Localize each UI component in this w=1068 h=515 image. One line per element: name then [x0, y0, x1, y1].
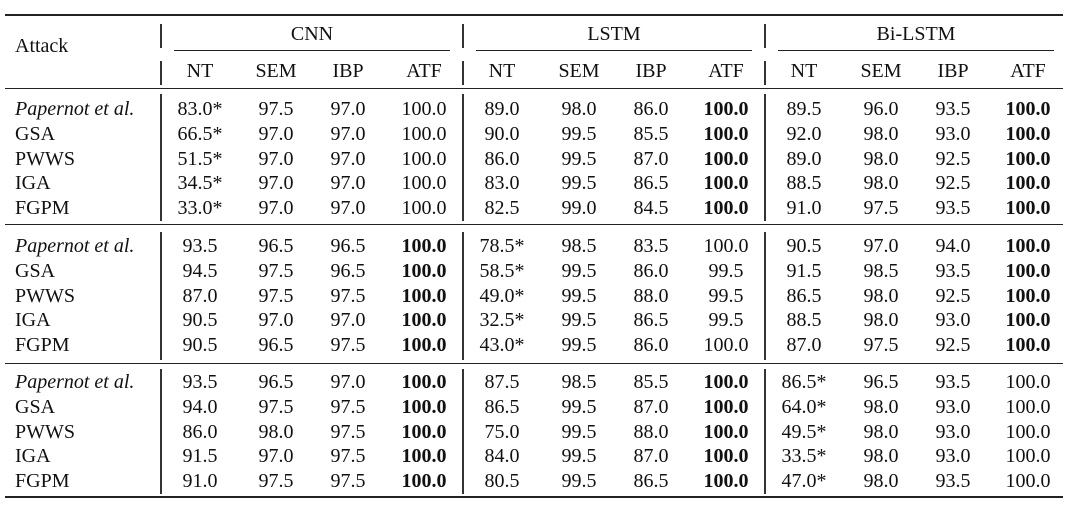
- table-cell: 99.5: [561, 147, 597, 170]
- table-cell: 87.5: [484, 371, 520, 393]
- table-cell: 82.5: [484, 197, 520, 220]
- table-cell: 100.0: [401, 284, 447, 307]
- table-cell: 99.5: [561, 122, 597, 145]
- table-cell: 99.5: [561, 395, 597, 418]
- column-separator: [764, 232, 766, 360]
- column-separator: [160, 24, 162, 48]
- table-cell: 87.0: [633, 395, 669, 418]
- table-cell: 100.0: [1005, 98, 1051, 120]
- table-cell: 91.0: [182, 470, 218, 493]
- table-cell: 98.0: [863, 395, 899, 418]
- table-cell: 98.0: [863, 470, 899, 493]
- table-cell: 97.5: [330, 420, 366, 443]
- table-cell: 91.0: [786, 197, 822, 220]
- attack-name: Papernot et al.: [15, 371, 135, 393]
- group-underline-cnn: [174, 50, 450, 51]
- column-separator: [160, 232, 162, 360]
- table-cell: 99.5: [561, 445, 597, 468]
- attack-column-header: Attack: [15, 35, 69, 57]
- table-cell: 100.0: [1005, 445, 1051, 468]
- table-cell: 98.0: [863, 172, 899, 195]
- table-cell: 87.0: [786, 334, 822, 357]
- table-cell: 90.0: [484, 122, 520, 145]
- table-cell: 100.0: [1005, 309, 1051, 332]
- table-cell: 98.0: [258, 420, 294, 443]
- table-cell: 97.5: [258, 395, 294, 418]
- table-cell: 86.5: [786, 284, 822, 307]
- table-cell: 98.0: [863, 309, 899, 332]
- table-cell: 100.0: [401, 147, 447, 170]
- table-cell: 93.0: [935, 309, 971, 332]
- attack-name: GSA: [15, 395, 56, 418]
- table-cell: 43.0*: [479, 334, 525, 357]
- attack-name: PWWS: [15, 147, 75, 170]
- table-cell: 99.5: [561, 470, 597, 493]
- table-cell: 100.0: [1005, 420, 1051, 443]
- block-separator-2: [5, 363, 1063, 364]
- table-cell: 89.0: [484, 98, 520, 120]
- table-cell: 100.0: [1005, 284, 1051, 307]
- table-cell: 97.5: [330, 334, 366, 357]
- group-header-cnn: CNN: [290, 23, 334, 45]
- table-cell: 100.0: [703, 334, 749, 357]
- subcolumn-header: IBP: [937, 60, 969, 82]
- table-cell: 32.5*: [479, 309, 525, 332]
- table-cell: 100.0: [703, 147, 749, 170]
- table-cell: 98.0: [863, 420, 899, 443]
- table-cell: 96.5: [258, 334, 294, 357]
- attack-name: GSA: [15, 259, 56, 282]
- table-cell: 97.0: [330, 122, 366, 145]
- table-cell: 90.5: [182, 309, 218, 332]
- table-cell: 86.0: [633, 259, 669, 282]
- table-cell: 99.5: [708, 284, 744, 307]
- table-cell: 99.5: [561, 172, 597, 195]
- table-cell: 99.5: [561, 284, 597, 307]
- table-cell: 83.0*: [177, 98, 223, 120]
- table-cell: 83.0: [484, 172, 520, 195]
- table-cell: 33.0*: [177, 197, 223, 220]
- table-cell: 100.0: [401, 98, 447, 120]
- table-cell: 100.0: [703, 371, 749, 393]
- table-cell: 97.0: [330, 309, 366, 332]
- table-cell: 100.0: [401, 445, 447, 468]
- table-cell: 84.5: [633, 197, 669, 220]
- table-cell: 85.5: [633, 371, 669, 393]
- column-separator: [764, 94, 766, 221]
- table-cell: 97.0: [258, 309, 294, 332]
- table-cell: 90.5: [182, 334, 218, 357]
- table-cell: 93.5: [182, 235, 218, 257]
- column-separator: [764, 369, 766, 494]
- table-cell: 100.0: [1005, 122, 1051, 145]
- table-cell: 100.0: [1005, 395, 1051, 418]
- table-cell: 97.0: [330, 197, 366, 220]
- subcolumn-header: NT: [186, 60, 214, 82]
- table-cell: 33.5*: [781, 445, 827, 468]
- table-cell: 49.0*: [479, 284, 525, 307]
- attack-name: FGPM: [15, 197, 70, 220]
- attack-name: Papernot et al.: [15, 235, 135, 257]
- table-cell: 100.0: [1005, 172, 1051, 195]
- table-cell: 100.0: [401, 334, 447, 357]
- attack-name: IGA: [15, 445, 51, 468]
- column-separator: [160, 369, 162, 494]
- table-cell: 100.0: [401, 259, 447, 282]
- table-cell: 92.5: [935, 172, 971, 195]
- table-cell: 78.5*: [479, 235, 525, 257]
- table-cell: 80.5: [484, 470, 520, 493]
- table-cell: 100.0: [1005, 259, 1051, 282]
- table-cell: 99.0: [561, 197, 597, 220]
- subcolumn-header: SEM: [558, 60, 600, 82]
- table-cell: 58.5*: [479, 259, 525, 282]
- attack-name: FGPM: [15, 334, 70, 357]
- table-cell: 100.0: [401, 371, 447, 393]
- table-cell: 64.0*: [781, 395, 827, 418]
- attack-name: PWWS: [15, 420, 75, 443]
- table-cell: 97.5: [258, 470, 294, 493]
- table-cell: 97.0: [258, 445, 294, 468]
- table-cell: 100.0: [401, 122, 447, 145]
- group-underline-bilstm: [778, 50, 1054, 51]
- table-cell: 98.0: [863, 122, 899, 145]
- attack-name: FGPM: [15, 470, 70, 493]
- table-cell: 97.0: [863, 235, 899, 257]
- table-cell: 93.5: [935, 259, 971, 282]
- table-cell: 100.0: [1005, 371, 1051, 393]
- table-cell: 97.0: [258, 172, 294, 195]
- table-cell: 47.0*: [781, 470, 827, 493]
- table-cell: 75.0: [484, 420, 520, 443]
- table-cell: 96.5: [330, 259, 366, 282]
- column-separator: [764, 61, 766, 85]
- table-cell: 86.0: [633, 98, 669, 120]
- table-cell: 86.5: [633, 309, 669, 332]
- table-cell: 97.5: [863, 197, 899, 220]
- subcolumn-header: NT: [790, 60, 818, 82]
- table-cell: 100.0: [1005, 147, 1051, 170]
- table-cell: 86.5: [633, 172, 669, 195]
- table-cell: 94.0: [182, 395, 218, 418]
- table-cell: 84.0: [484, 445, 520, 468]
- table-cell: 92.0: [786, 122, 822, 145]
- table-cell: 100.0: [703, 445, 749, 468]
- table-cell: 100.0: [401, 197, 447, 220]
- table-cell: 97.5: [330, 395, 366, 418]
- table-cell: 93.0: [935, 122, 971, 145]
- table-cell: 86.0: [633, 334, 669, 357]
- table-cell: 94.5: [182, 259, 218, 282]
- table-cell: 87.0: [633, 445, 669, 468]
- table-cell: 96.5: [258, 235, 294, 257]
- table-cell: 97.5: [330, 470, 366, 493]
- table-cell: 97.5: [863, 334, 899, 357]
- table-cell: 100.0: [401, 420, 447, 443]
- table-cell: 34.5*: [177, 172, 223, 195]
- column-separator: [160, 94, 162, 221]
- table-cell: 83.5: [633, 235, 669, 257]
- table-cell: 87.0: [633, 147, 669, 170]
- table-cell: 100.0: [703, 122, 749, 145]
- table-cell: 88.5: [786, 172, 822, 195]
- table-cell: 100.0: [703, 197, 749, 220]
- subcolumn-header: IBP: [635, 60, 667, 82]
- table-cell: 86.0: [182, 420, 218, 443]
- table-cell: 100.0: [1005, 235, 1051, 257]
- table-cell: 97.5: [330, 284, 366, 307]
- header-bottom-rule: [5, 88, 1063, 89]
- table-cell: 96.5: [258, 371, 294, 393]
- table-cell: 97.0: [330, 371, 366, 393]
- table-cell: 97.0: [258, 197, 294, 220]
- table-cell: 100.0: [401, 172, 447, 195]
- table-cell: 91.5: [786, 259, 822, 282]
- table-cell: 97.0: [330, 147, 366, 170]
- table-cell: 87.0: [182, 284, 218, 307]
- table-cell: 97.0: [258, 122, 294, 145]
- table-cell: 97.0: [258, 147, 294, 170]
- table-cell: 97.0: [330, 172, 366, 195]
- table-cell: 97.5: [258, 98, 294, 120]
- table-cell: 92.5: [935, 334, 971, 357]
- top-rule: [5, 14, 1063, 16]
- table-cell: 93.5: [182, 371, 218, 393]
- attack-name: Papernot et al.: [15, 98, 135, 120]
- subcolumn-header: SEM: [255, 60, 297, 82]
- block-separator-1: [5, 224, 1063, 225]
- table-cell: 100.0: [1005, 197, 1051, 220]
- group-header-lstm: LSTM: [587, 23, 641, 45]
- table-cell: 100.0: [703, 235, 749, 257]
- table-cell: 89.0: [786, 147, 822, 170]
- table-cell: 93.5: [935, 371, 971, 393]
- table-cell: 99.5: [561, 420, 597, 443]
- table-cell: 98.5: [561, 371, 597, 393]
- table-cell: 97.5: [258, 259, 294, 282]
- attack-name: GSA: [15, 122, 56, 145]
- table-cell: 98.0: [561, 98, 597, 120]
- table-cell: 100.0: [1005, 470, 1051, 493]
- column-separator: [764, 24, 766, 48]
- table-cell: 100.0: [703, 98, 749, 120]
- table-cell: 90.5: [786, 235, 822, 257]
- table-cell: 98.0: [863, 445, 899, 468]
- table-cell: 100.0: [703, 395, 749, 418]
- table-cell: 93.0: [935, 445, 971, 468]
- attack-name: IGA: [15, 172, 51, 195]
- column-separator: [462, 24, 464, 48]
- table-cell: 100.0: [401, 470, 447, 493]
- table-cell: 93.5: [935, 197, 971, 220]
- table-cell: 100.0: [1005, 334, 1051, 357]
- table-cell: 91.5: [182, 445, 218, 468]
- column-separator: [462, 232, 464, 360]
- column-separator: [160, 61, 162, 85]
- table-cell: 96.0: [863, 98, 899, 120]
- table-cell: 88.0: [633, 420, 669, 443]
- subcolumn-header: IBP: [332, 60, 364, 82]
- table-cell: 92.5: [935, 147, 971, 170]
- attack-name: IGA: [15, 309, 51, 332]
- subcolumn-header: SEM: [860, 60, 902, 82]
- subcolumn-header: ATF: [708, 60, 744, 82]
- table-cell: 86.5*: [781, 371, 827, 393]
- table-cell: 100.0: [703, 172, 749, 195]
- table-cell: 100.0: [401, 309, 447, 332]
- table-cell: 98.0: [863, 284, 899, 307]
- column-separator: [462, 61, 464, 85]
- group-underline-lstm: [476, 50, 752, 51]
- table-cell: 93.5: [935, 470, 971, 493]
- table-cell: 99.5: [708, 309, 744, 332]
- column-separator: [462, 369, 464, 494]
- table-cell: 98.5: [561, 235, 597, 257]
- table-cell: 93.0: [935, 395, 971, 418]
- table-cell: 86.0: [484, 147, 520, 170]
- table-cell: 88.5: [786, 309, 822, 332]
- group-header-bilstm: Bi-LSTM: [876, 23, 956, 45]
- table-cell: 99.5: [561, 259, 597, 282]
- table-cell: 96.5: [330, 235, 366, 257]
- table-cell: 97.5: [330, 445, 366, 468]
- bottom-rule: [5, 496, 1063, 498]
- table-cell: 93.0: [935, 420, 971, 443]
- table-cell: 96.5: [863, 371, 899, 393]
- table-cell: 100.0: [703, 470, 749, 493]
- table-cell: 93.5: [935, 98, 971, 120]
- table-cell: 89.5: [786, 98, 822, 120]
- table-cell: 99.5: [708, 259, 744, 282]
- column-separator: [462, 94, 464, 221]
- table-cell: 85.5: [633, 122, 669, 145]
- table-cell: 86.5: [633, 470, 669, 493]
- attack-name: PWWS: [15, 284, 75, 307]
- table-cell: 97.0: [330, 98, 366, 120]
- table-cell: 98.5: [863, 259, 899, 282]
- table-cell: 92.5: [935, 284, 971, 307]
- table-cell: 99.5: [561, 334, 597, 357]
- subcolumn-header: ATF: [1010, 60, 1046, 82]
- table-cell: 100.0: [401, 235, 447, 257]
- table-cell: 49.5*: [781, 420, 827, 443]
- table-cell: 66.5*: [177, 122, 223, 145]
- table-cell: 94.0: [935, 235, 971, 257]
- table-cell: 100.0: [703, 420, 749, 443]
- table-cell: 100.0: [401, 395, 447, 418]
- subcolumn-header: ATF: [406, 60, 442, 82]
- table-cell: 51.5*: [177, 147, 223, 170]
- subcolumn-header: NT: [488, 60, 516, 82]
- table-cell: 97.5: [258, 284, 294, 307]
- table-cell: 98.0: [863, 147, 899, 170]
- table-cell: 88.0: [633, 284, 669, 307]
- table-cell: 99.5: [561, 309, 597, 332]
- table-cell: 86.5: [484, 395, 520, 418]
